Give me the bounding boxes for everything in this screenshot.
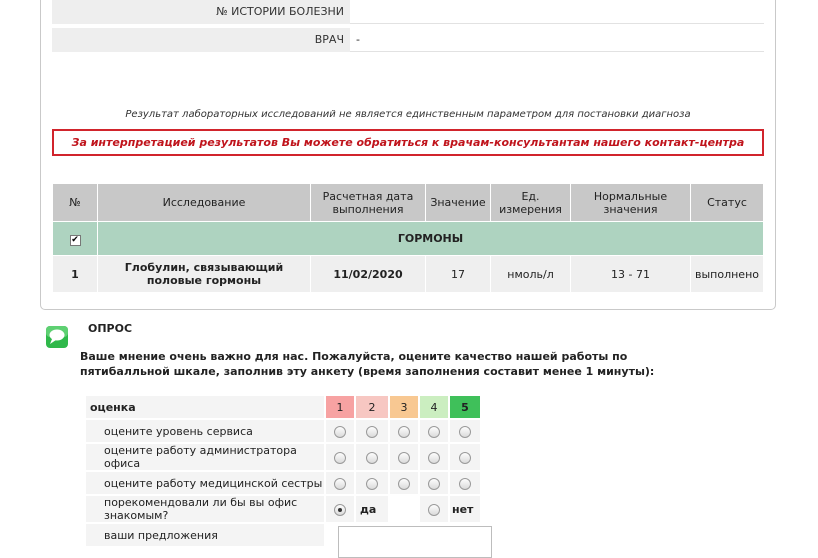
- interpretation-warning: За интерпретацией результатов Вы можете обратиться к врачам-консультантам нашего контакт-центра: [52, 129, 764, 156]
- row-status: выполнено: [691, 256, 763, 292]
- suggestions-input[interactable]: [338, 526, 492, 558]
- question-row-recommend: [86, 496, 480, 522]
- radio-service-3[interactable]: [398, 426, 410, 438]
- radio-admin-1[interactable]: [334, 452, 346, 464]
- radio-service-4[interactable]: [428, 426, 440, 438]
- radio-nurse-4[interactable]: [428, 478, 440, 490]
- col-unit: Ед. измерения: [491, 184, 570, 221]
- radio-admin-4[interactable]: [428, 452, 440, 464]
- scale-3: 3: [390, 396, 418, 418]
- doctor-row: [52, 28, 764, 52]
- radio-recommend-no[interactable]: [428, 504, 440, 516]
- radio-nurse-5[interactable]: [459, 478, 471, 490]
- radio-admin-5[interactable]: [459, 452, 471, 464]
- results-header-row: [53, 184, 763, 221]
- question-row-admin: [86, 444, 480, 470]
- group-title: ГОРМОНЫ: [98, 222, 763, 255]
- row-number: 1: [53, 256, 97, 292]
- row-date: 11/02/2020: [311, 256, 425, 292]
- radio-service-1[interactable]: [334, 426, 346, 438]
- history-number-label: № ИСТОРИИ БОЛЕЗНИ: [52, 0, 350, 24]
- question-row-service: [86, 420, 480, 442]
- doctor-value: -: [350, 28, 764, 52]
- col-test: Исследование: [98, 184, 310, 221]
- question-label: оцените работу администратора офиса: [86, 444, 324, 470]
- row-value: 17: [426, 256, 490, 292]
- scale-2: 2: [356, 396, 388, 418]
- radio-service-2[interactable]: [366, 426, 378, 438]
- question-row-nurse: [86, 472, 480, 494]
- col-range: Нормальные значения: [571, 184, 690, 221]
- radio-service-5[interactable]: [459, 426, 471, 438]
- results-table: [52, 183, 764, 293]
- radio-admin-2[interactable]: [366, 452, 378, 464]
- scale-5: 5: [450, 396, 480, 418]
- col-number: №: [53, 184, 97, 221]
- col-value: Значение: [426, 184, 490, 221]
- group-row: [53, 222, 763, 255]
- history-number-row: [52, 0, 764, 24]
- col-date: Расчетная дата выполнения: [311, 184, 425, 221]
- rating-header-row: [86, 396, 480, 418]
- suggestions-label: ваши предложения: [86, 524, 324, 546]
- radio-recommend-yes[interactable]: [334, 504, 346, 516]
- rating-table: [84, 394, 482, 548]
- col-status: Статус: [691, 184, 763, 221]
- scale-1: 1: [326, 396, 354, 418]
- radio-nurse-2[interactable]: [366, 478, 378, 490]
- row-range: 13 - 71: [571, 256, 690, 292]
- table-row: [53, 256, 763, 292]
- row-unit: нмоль/л: [491, 256, 570, 292]
- group-checkbox[interactable]: ✔: [71, 234, 79, 245]
- radio-admin-3[interactable]: [398, 452, 410, 464]
- recommend-no-label: нет: [450, 496, 480, 522]
- radio-nurse-3[interactable]: [398, 478, 410, 490]
- radio-nurse-1[interactable]: [334, 478, 346, 490]
- survey-intro: Ваше мнение очень важно для нас. Пожалуйста, оцените качество нашей работы по пятибалльной шкале, заполнив эту анкету (время заполнения составит менее 1 минуты):: [80, 350, 655, 378]
- survey-title: ОПРОС: [88, 322, 133, 335]
- chat-bubble-icon: [45, 325, 69, 349]
- disclaimer-text: Результат лабораторных исследований не является единственным параметром для постановки диагноза: [125, 109, 691, 120]
- scale-4: 4: [420, 396, 448, 418]
- recommend-question: порекомендовали ли бы вы офис знакомым?: [86, 496, 324, 522]
- question-label: оцените уровень сервиса: [86, 420, 324, 442]
- doctor-label: ВРАЧ: [52, 28, 350, 52]
- group-checkbox-cell[interactable]: [53, 222, 97, 255]
- grade-label: оценка: [86, 396, 324, 418]
- recommend-yes-label: да: [356, 496, 388, 522]
- question-label: оцените работу медицинской сестры: [86, 472, 324, 494]
- row-test-name: Глобулин, связывающий половые гормоны: [98, 256, 310, 292]
- history-number-value: [350, 0, 764, 24]
